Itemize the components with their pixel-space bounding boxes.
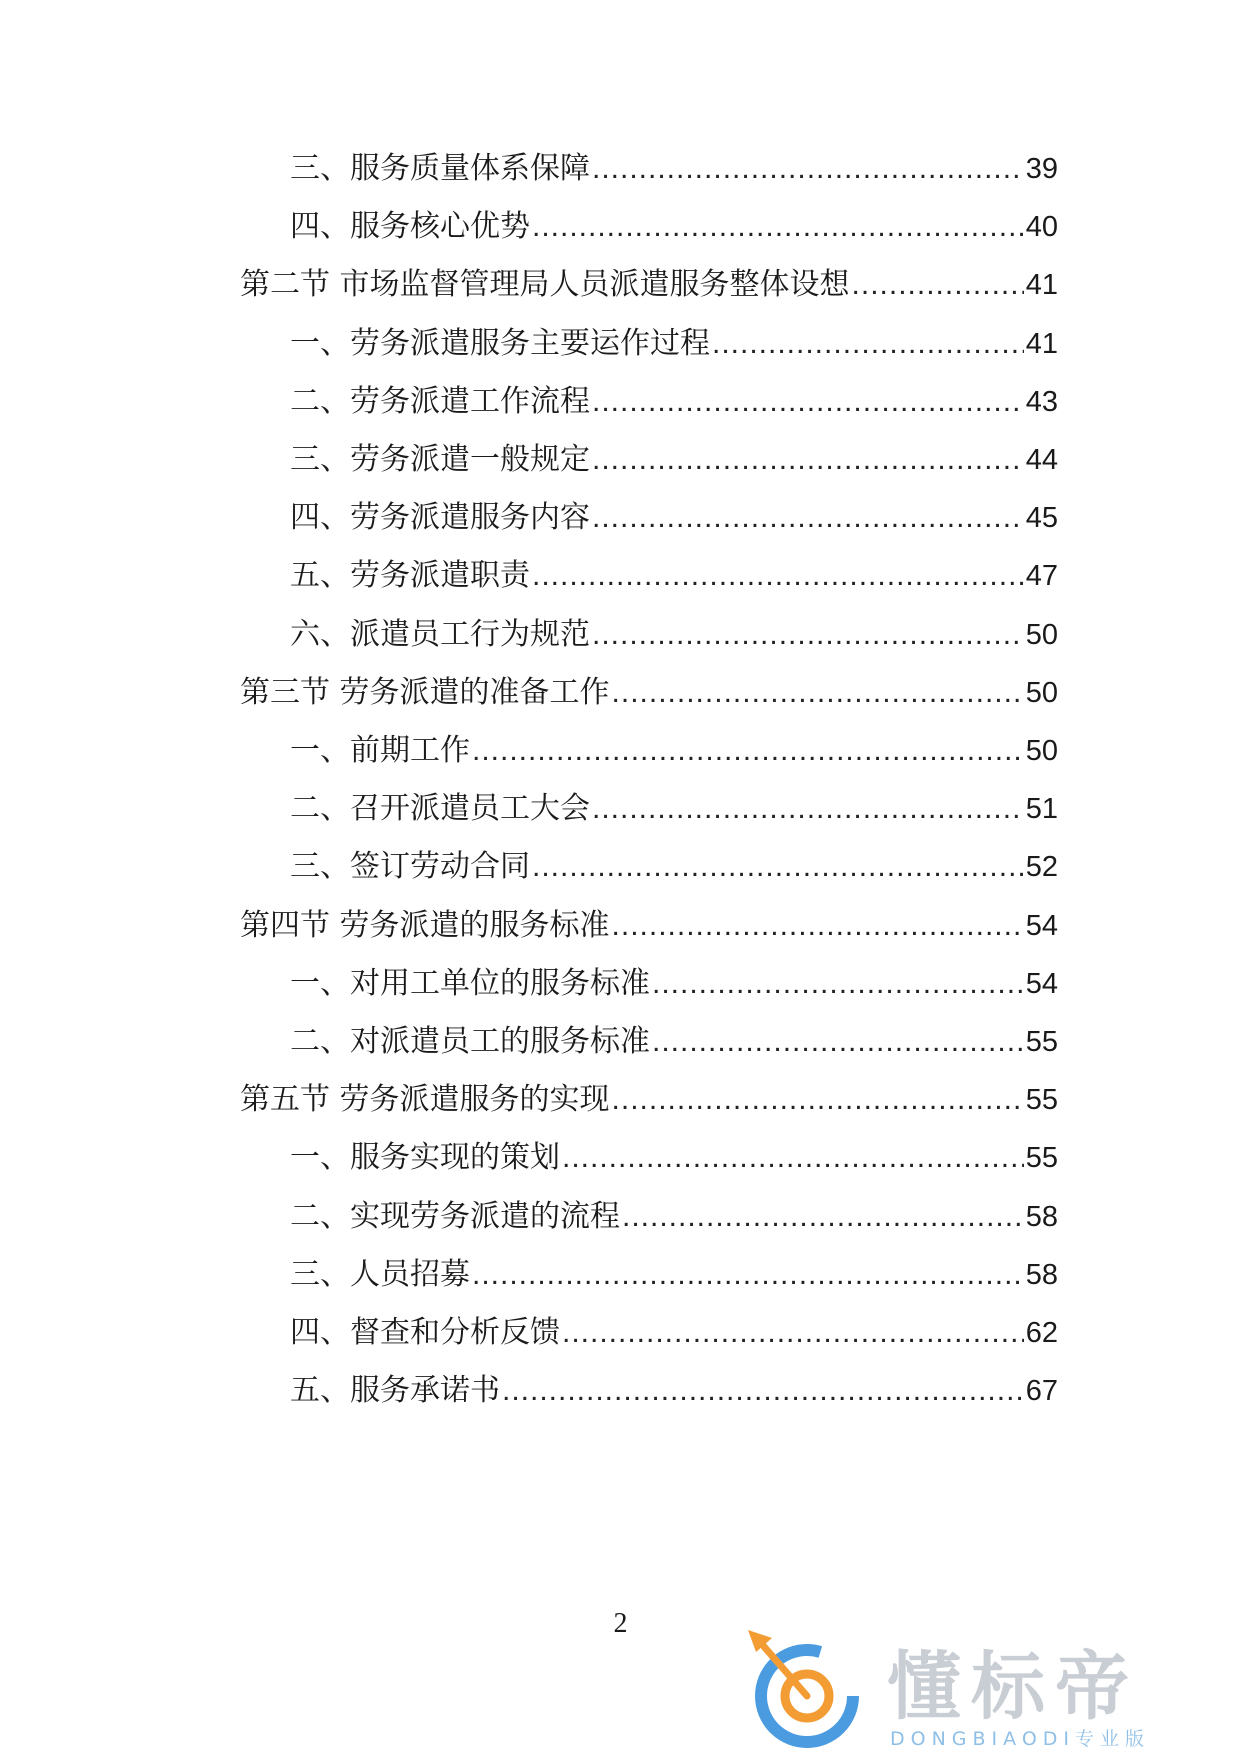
toc-entry-page: 44 xyxy=(1025,444,1058,476)
toc-entry[interactable] xyxy=(290,149,1058,189)
toc-entry-page: 51 xyxy=(1025,793,1058,825)
toc-entry-page: 55 xyxy=(1025,1084,1058,1116)
toc-entry-label: 五、劳务派遣职责 xyxy=(290,558,530,593)
toc-entry-page: 39 xyxy=(1025,153,1058,185)
toc-entry-page: 43 xyxy=(1025,386,1058,418)
toc-entry-page: 50 xyxy=(1025,619,1058,651)
toc-dot-leader xyxy=(612,906,1024,946)
toc-entry-page: 45 xyxy=(1025,502,1058,534)
toc-entry-page: 67 xyxy=(1025,1375,1058,1407)
toc-dot-leader xyxy=(652,1022,1024,1062)
toc-dot-leader xyxy=(852,265,1024,305)
toc-entry-label: 五、服务承诺书 xyxy=(290,1373,500,1408)
toc-entry[interactable] xyxy=(290,382,1058,422)
toc-dot-leader xyxy=(532,847,1024,887)
toc-dot-leader xyxy=(612,673,1024,713)
toc-entry[interactable] xyxy=(240,673,1058,713)
toc-entry[interactable] xyxy=(290,731,1058,771)
watermark-subtitle: DONGBIAODI专业版 xyxy=(890,1728,1151,1750)
toc-entry[interactable] xyxy=(290,1371,1058,1411)
toc-dot-leader xyxy=(532,207,1024,247)
toc-dot-leader xyxy=(592,615,1024,655)
toc-entry-page: 54 xyxy=(1025,968,1058,1000)
toc-dot-leader xyxy=(592,149,1024,189)
toc-dot-leader xyxy=(712,324,1024,364)
toc-dot-leader xyxy=(592,382,1024,422)
toc-entry-page: 54 xyxy=(1025,910,1058,942)
toc-entry-page: 55 xyxy=(1025,1142,1058,1174)
toc-entry-label: 二、召开派遣员工大会 xyxy=(290,791,590,826)
toc-entry[interactable] xyxy=(290,1022,1058,1062)
toc-entry[interactable] xyxy=(290,1255,1058,1295)
page-number: 2 xyxy=(613,1608,628,1639)
toc-entry[interactable] xyxy=(290,789,1058,829)
toc-dot-leader xyxy=(652,964,1024,1004)
toc-entry[interactable] xyxy=(290,324,1058,364)
toc-dot-leader xyxy=(612,1080,1024,1120)
toc-entry-page: 40 xyxy=(1025,211,1058,243)
toc-entry-page: 50 xyxy=(1025,735,1058,767)
toc-entry-page: 55 xyxy=(1025,1026,1058,1058)
toc-entry-label: 一、对用工单位的服务标准 xyxy=(290,966,650,1001)
toc-entry-page: 41 xyxy=(1025,328,1058,360)
toc-entry-label: 第五节 劳务派遣服务的实现 xyxy=(240,1082,610,1117)
toc-entry[interactable] xyxy=(240,1080,1058,1120)
toc-entry[interactable] xyxy=(290,1138,1058,1178)
toc-dot-leader xyxy=(562,1313,1024,1353)
toc-entry-label: 三、签订劳动合同 xyxy=(290,849,530,884)
toc-entry-page: 47 xyxy=(1025,560,1058,592)
watermark xyxy=(742,1628,1222,1748)
toc-entry[interactable] xyxy=(240,265,1058,305)
toc-entry-page: 62 xyxy=(1025,1317,1058,1349)
toc-entry[interactable] xyxy=(240,906,1058,946)
toc-entry[interactable] xyxy=(290,556,1058,596)
toc-entry-label: 第三节 劳务派遣的准备工作 xyxy=(240,675,610,710)
toc-entry-page: 58 xyxy=(1025,1201,1058,1233)
toc-entry-label: 一、前期工作 xyxy=(290,733,470,768)
toc-entry-page: 50 xyxy=(1025,677,1058,709)
toc-entry-label: 一、服务实现的策划 xyxy=(290,1140,560,1175)
toc-entry[interactable] xyxy=(290,847,1058,887)
toc-entry-label: 一、劳务派遣服务主要运作过程 xyxy=(290,326,710,361)
toc-entry[interactable] xyxy=(290,1197,1058,1237)
target-logo-icon xyxy=(742,1628,872,1748)
toc-entry-label: 第二节 市场监督管理局人员派遣服务整体设想 xyxy=(240,267,850,302)
toc-entry[interactable] xyxy=(290,964,1058,1004)
toc-entry-label: 第四节 劳务派遣的服务标准 xyxy=(240,908,610,943)
toc-dot-leader xyxy=(592,498,1024,538)
toc-entry[interactable] xyxy=(290,1313,1058,1353)
toc-dot-leader xyxy=(532,556,1024,596)
toc-dot-leader xyxy=(592,440,1024,480)
toc-entry-label: 二、对派遣员工的服务标准 xyxy=(290,1024,650,1059)
toc-dot-leader xyxy=(592,789,1024,829)
toc-dot-leader xyxy=(472,1255,1024,1295)
toc-dot-leader xyxy=(622,1197,1024,1237)
toc-dot-leader xyxy=(502,1371,1024,1411)
toc-entry-label: 四、劳务派遣服务内容 xyxy=(290,500,590,535)
toc-entry-label: 三、劳务派遣一般规定 xyxy=(290,442,590,477)
toc-entry-label: 二、实现劳务派遣的流程 xyxy=(290,1199,620,1234)
toc-entry-page: 41 xyxy=(1025,269,1058,301)
toc-entry[interactable] xyxy=(290,440,1058,480)
watermark-brand: 懂标帝 xyxy=(887,1644,1139,1730)
toc-entry-label: 三、服务质量体系保障 xyxy=(290,151,590,186)
toc-entry[interactable] xyxy=(290,207,1058,247)
toc-entry-page: 52 xyxy=(1025,851,1058,883)
toc-entry-label: 二、劳务派遣工作流程 xyxy=(290,384,590,419)
toc-entry-label: 四、督查和分析反馈 xyxy=(290,1315,560,1350)
toc-entry[interactable] xyxy=(290,498,1058,538)
toc-entry-label: 六、派遣员工行为规范 xyxy=(290,617,590,652)
toc-dot-leader xyxy=(472,731,1024,771)
toc-entry-page: 58 xyxy=(1025,1259,1058,1291)
toc-entry-label: 三、人员招募 xyxy=(290,1257,470,1292)
toc-dot-leader xyxy=(562,1138,1024,1178)
toc-entry-label: 四、服务核心优势 xyxy=(290,209,530,244)
toc-entry[interactable] xyxy=(290,615,1058,655)
